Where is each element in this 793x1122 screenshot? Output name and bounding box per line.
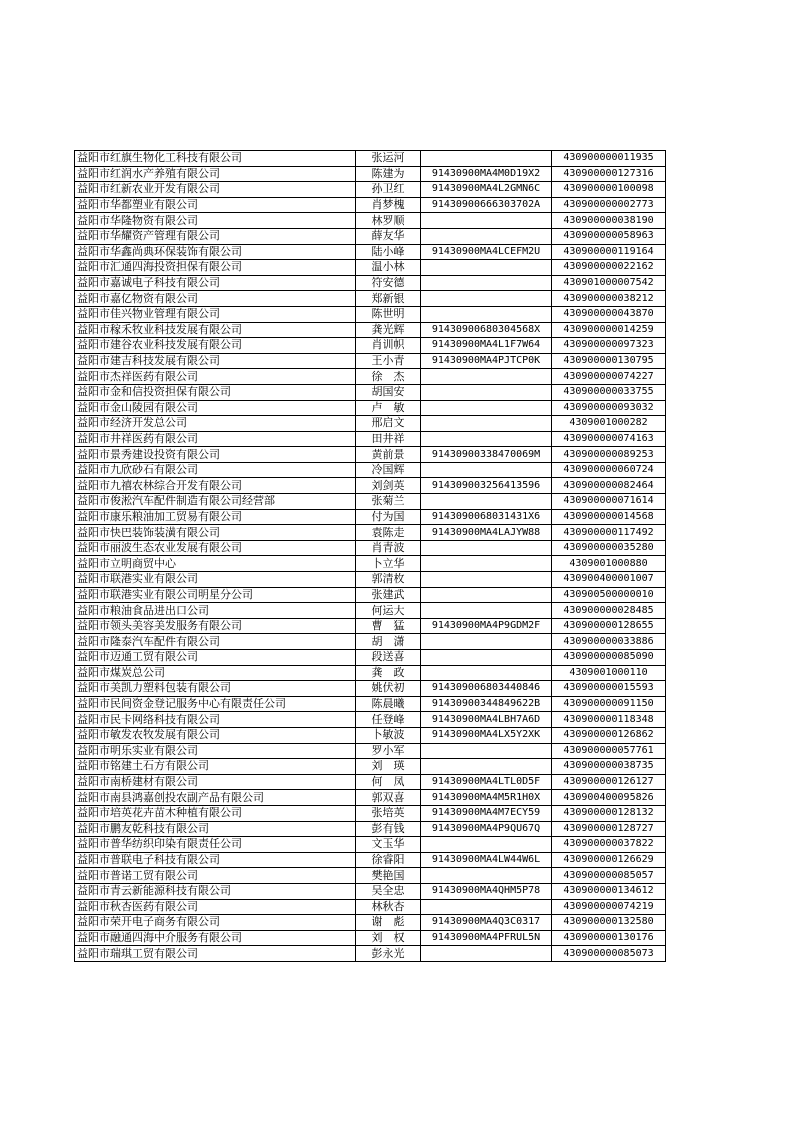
table-row [75, 244, 666, 260]
credit-code-cell [421, 946, 552, 962]
table-row [75, 572, 666, 588]
registration-number-cell: 430900000074163 [552, 431, 666, 447]
company-name-cell: 益阳市明乐实业有限公司 [75, 743, 356, 759]
company-name-cell: 益阳市青云新能源科技有限公司 [75, 883, 356, 899]
registration-number-cell: 430900000074227 [552, 369, 666, 385]
credit-code-cell: 914309006803440846 [421, 681, 552, 697]
credit-code-cell [421, 306, 552, 322]
registration-number-cell: 430900000128132 [552, 805, 666, 821]
table-row [75, 696, 666, 712]
credit-code-cell: 91430900MA4Q3C0317 [421, 915, 552, 931]
company-name-cell: 益阳市立明商贸中心 [75, 556, 356, 572]
legal-rep-cell: 张培英 [356, 805, 421, 821]
table-row [75, 447, 666, 463]
credit-code-cell [421, 260, 552, 276]
registration-number-cell: 430900000011935 [552, 151, 666, 167]
table-row [75, 556, 666, 572]
registration-number-cell: 430900000014259 [552, 322, 666, 338]
table-row [75, 915, 666, 931]
table-row [75, 494, 666, 510]
table-row [75, 322, 666, 338]
company-name-cell: 益阳市康乐粮油加工贸易有限公司 [75, 509, 356, 525]
credit-code-cell [421, 665, 552, 681]
registration-number-cell: 430900000093032 [552, 400, 666, 416]
registration-number-cell: 430900000130795 [552, 353, 666, 369]
company-name-cell: 益阳市嘉亿物资有限公司 [75, 291, 356, 307]
credit-code-cell [421, 431, 552, 447]
credit-code-cell [421, 369, 552, 385]
registration-number-cell: 430900000033755 [552, 384, 666, 400]
company-name-cell: 益阳市迈通工贸有限公司 [75, 650, 356, 666]
company-name-cell: 益阳市粮油食品进出口公司 [75, 603, 356, 619]
credit-code-cell [421, 540, 552, 556]
company-name-cell: 益阳市九欣砂石有限公司 [75, 462, 356, 478]
credit-code-cell [421, 899, 552, 915]
table-row [75, 540, 666, 556]
registration-number-cell: 430900000043870 [552, 306, 666, 322]
table-row [75, 883, 666, 899]
credit-code-cell [421, 743, 552, 759]
legal-rep-cell: 刘 瑛 [356, 759, 421, 775]
company-name-cell: 益阳市稼禾牧业科技发展有限公司 [75, 322, 356, 338]
company-name-cell: 益阳市金和信投资担保有限公司 [75, 384, 356, 400]
registration-number-cell: 430900000074219 [552, 899, 666, 915]
credit-code-cell [421, 759, 552, 775]
table-row [75, 260, 666, 276]
table-row [75, 743, 666, 759]
table-row [75, 618, 666, 634]
table-row [75, 899, 666, 915]
company-name-cell: 益阳市红旗生物化工科技有限公司 [75, 151, 356, 167]
legal-rep-cell: 卜立华 [356, 556, 421, 572]
company-name-cell: 益阳市建谷农业科技发展有限公司 [75, 338, 356, 354]
legal-rep-cell: 付为国 [356, 509, 421, 525]
legal-rep-cell: 刘 权 [356, 930, 421, 946]
credit-code-cell: 91430900666303702A [421, 197, 552, 213]
legal-rep-cell: 王小青 [356, 353, 421, 369]
legal-rep-cell: 温小林 [356, 260, 421, 276]
company-name-cell: 益阳市佳兴物业管理有限公司 [75, 306, 356, 322]
registration-number-cell: 430900000022162 [552, 260, 666, 276]
credit-code-cell: 91430900MA4L2GMN6C [421, 182, 552, 198]
company-name-cell: 益阳市九禧农林综合开发有限公司 [75, 478, 356, 494]
registration-number-cell: 430900000126862 [552, 727, 666, 743]
table-row [75, 400, 666, 416]
company-name-cell: 益阳市普诺工贸有限公司 [75, 868, 356, 884]
table-row [75, 634, 666, 650]
company-name-cell: 益阳市红润水产养殖有限公司 [75, 166, 356, 182]
table-row [75, 587, 666, 603]
table-row [75, 182, 666, 198]
registration-number-cell: 430900000119164 [552, 244, 666, 260]
registration-number-cell: 430900000033886 [552, 634, 666, 650]
legal-rep-cell: 段送喜 [356, 650, 421, 666]
table-row [75, 369, 666, 385]
credit-code-cell: 91430900MA4PFRUL5N [421, 930, 552, 946]
table-row [75, 306, 666, 322]
legal-rep-cell: 樊艳国 [356, 868, 421, 884]
legal-rep-cell: 陈晨曦 [356, 696, 421, 712]
table-row [75, 837, 666, 853]
company-name-cell: 益阳市嘉诚电子科技有限公司 [75, 275, 356, 291]
legal-rep-cell: 陈建为 [356, 166, 421, 182]
credit-code-cell [421, 494, 552, 510]
legal-rep-cell: 徐 杰 [356, 369, 421, 385]
credit-code-cell: 91430900MA4LX5Y2XK [421, 727, 552, 743]
credit-code-cell: 91430900MA4LW44W6L [421, 852, 552, 868]
registration-number-cell: 430901000007542 [552, 275, 666, 291]
legal-rep-cell: 薛友华 [356, 228, 421, 244]
table-row [75, 650, 666, 666]
company-name-cell: 益阳市俊淞汽车配件制造有限公司经营部 [75, 494, 356, 510]
credit-code-cell [421, 400, 552, 416]
company-name-cell: 益阳市南县鸿嘉创投农副产品有限公司 [75, 790, 356, 806]
registration-number-cell: 430900400001007 [552, 572, 666, 588]
registration-number-cell: 430900000014568 [552, 509, 666, 525]
company-name-cell: 益阳市普华纺织印染有限责任公司 [75, 837, 356, 853]
credit-code-cell: 91430900MA4LBH7A6D [421, 712, 552, 728]
credit-code-cell: 9143090068031431X6 [421, 509, 552, 525]
company-name-cell: 益阳市民卡网络科技有限公司 [75, 712, 356, 728]
registration-number-cell: 430900000038212 [552, 291, 666, 307]
company-name-cell: 益阳市敏发农牧发展有限公司 [75, 727, 356, 743]
table-row [75, 681, 666, 697]
table-row [75, 774, 666, 790]
registration-number-cell: 430900000015593 [552, 681, 666, 697]
legal-rep-cell: 罗小军 [356, 743, 421, 759]
registration-number-cell: 430900000128727 [552, 821, 666, 837]
table-row [75, 821, 666, 837]
legal-rep-cell: 郭双喜 [356, 790, 421, 806]
table-row [75, 338, 666, 354]
credit-code-cell: 914309003256413596 [421, 478, 552, 494]
legal-rep-cell: 肖梦槐 [356, 197, 421, 213]
legal-rep-cell: 龚光辉 [356, 322, 421, 338]
credit-code-cell: 91430900338470069M [421, 447, 552, 463]
table-row [75, 384, 666, 400]
legal-rep-cell: 曹 猛 [356, 618, 421, 634]
legal-rep-cell: 邢启文 [356, 416, 421, 432]
company-name-cell: 益阳市建吉科技发展有限公司 [75, 353, 356, 369]
registration-number-cell: 430900400095826 [552, 790, 666, 806]
credit-code-cell: 91430900680304568X [421, 322, 552, 338]
company-name-cell: 益阳市联港实业有限公司 [75, 572, 356, 588]
table-row [75, 431, 666, 447]
table-row [75, 665, 666, 681]
credit-code-cell [421, 837, 552, 853]
legal-rep-cell: 何 凤 [356, 774, 421, 790]
table-row [75, 275, 666, 291]
credit-code-cell [421, 587, 552, 603]
registration-number-cell: 430900000085057 [552, 868, 666, 884]
registration-number-cell: 430900000038735 [552, 759, 666, 775]
registration-number-cell: 4309001000282 [552, 416, 666, 432]
registration-number-cell: 430900000058963 [552, 228, 666, 244]
company-name-cell: 益阳市融通四海中介服务有限公司 [75, 930, 356, 946]
credit-code-cell: 91430900MA4L1F7W64 [421, 338, 552, 354]
legal-rep-cell: 彭有钱 [356, 821, 421, 837]
table-row [75, 478, 666, 494]
legal-rep-cell: 吴全忠 [356, 883, 421, 899]
registration-number-cell: 4309001000110 [552, 665, 666, 681]
company-name-cell: 益阳市金山陵园有限公司 [75, 400, 356, 416]
registration-number-cell: 430900000091150 [552, 696, 666, 712]
company-name-cell: 益阳市汇通四海投资担保有限公司 [75, 260, 356, 276]
registration-number-cell: 4309001000880 [552, 556, 666, 572]
legal-rep-cell: 林罗顺 [356, 213, 421, 229]
table-row [75, 416, 666, 432]
legal-rep-cell: 张建武 [356, 587, 421, 603]
table-row [75, 197, 666, 213]
registration-number-cell: 430900000038190 [552, 213, 666, 229]
table-row [75, 166, 666, 182]
credit-code-cell [421, 572, 552, 588]
registration-number-cell: 430900000134612 [552, 883, 666, 899]
company-name-cell: 益阳市景秀建设投资有限公司 [75, 447, 356, 463]
registration-number-cell: 430900000117492 [552, 525, 666, 541]
credit-code-cell [421, 151, 552, 167]
table-row [75, 525, 666, 541]
registration-number-cell: 430900000100098 [552, 182, 666, 198]
table-row [75, 930, 666, 946]
legal-rep-cell: 冷国辉 [356, 462, 421, 478]
legal-rep-cell: 刘剑英 [356, 478, 421, 494]
legal-rep-cell: 田井祥 [356, 431, 421, 447]
legal-rep-cell: 郑新银 [356, 291, 421, 307]
registration-number-cell: 430900000037822 [552, 837, 666, 853]
registration-number-cell: 430900000132580 [552, 915, 666, 931]
company-name-cell: 益阳市华隆物资有限公司 [75, 213, 356, 229]
company-name-cell: 益阳市华耀资产管理有限公司 [75, 228, 356, 244]
table-row [75, 603, 666, 619]
legal-rep-cell: 张运河 [356, 151, 421, 167]
credit-code-cell: 91430900MA4LCEFM2U [421, 244, 552, 260]
table-body [75, 151, 666, 962]
company-name-cell: 益阳市华都塑业有限公司 [75, 197, 356, 213]
credit-code-cell [421, 213, 552, 229]
legal-rep-cell: 谢 彪 [356, 915, 421, 931]
registration-number-cell: 430900000089253 [552, 447, 666, 463]
legal-rep-cell: 文玉华 [356, 837, 421, 853]
legal-rep-cell: 林秋杏 [356, 899, 421, 915]
legal-rep-cell: 卢 敏 [356, 400, 421, 416]
company-name-cell: 益阳市铭建土石方有限公司 [75, 759, 356, 775]
credit-code-cell: 91430900MA4M0D19X2 [421, 166, 552, 182]
company-name-cell: 益阳市培英花卉苗木种植有限公司 [75, 805, 356, 821]
table-row [75, 291, 666, 307]
company-name-cell: 益阳市隆泰汽车配件有限公司 [75, 634, 356, 650]
company-name-cell: 益阳市联港实业有限公司明星分公司 [75, 587, 356, 603]
legal-rep-cell: 陈世明 [356, 306, 421, 322]
table-row [75, 852, 666, 868]
credit-code-cell [421, 634, 552, 650]
table-row [75, 213, 666, 229]
credit-code-cell: 91430900MA4PJTCP0K [421, 353, 552, 369]
registration-number-cell: 430900000028485 [552, 603, 666, 619]
table-row [75, 805, 666, 821]
registration-number-cell: 430900000128655 [552, 618, 666, 634]
credit-code-cell [421, 868, 552, 884]
credit-code-cell [421, 384, 552, 400]
legal-rep-cell: 符安德 [356, 275, 421, 291]
registration-number-cell: 430900000035280 [552, 540, 666, 556]
company-name-cell: 益阳市鹏友乾科技有限公司 [75, 821, 356, 837]
credit-code-cell: 91430900MA4LAJYW88 [421, 525, 552, 541]
legal-rep-cell: 张菊兰 [356, 494, 421, 510]
table-row [75, 509, 666, 525]
company-name-cell: 益阳市快巴装饰装潢有限公司 [75, 525, 356, 541]
registration-number-cell: 430900000126629 [552, 852, 666, 868]
legal-rep-cell: 孙卫红 [356, 182, 421, 198]
legal-rep-cell: 卜敏波 [356, 727, 421, 743]
company-name-cell: 益阳市杰祥医药有限公司 [75, 369, 356, 385]
credit-code-cell [421, 416, 552, 432]
credit-code-cell: 91430900344849622B [421, 696, 552, 712]
legal-rep-cell: 彭永光 [356, 946, 421, 962]
registration-number-cell: 430900000126127 [552, 774, 666, 790]
table-row [75, 790, 666, 806]
company-name-cell: 益阳市井祥医药有限公司 [75, 431, 356, 447]
credit-code-cell [421, 650, 552, 666]
table-row [75, 151, 666, 167]
registration-number-cell: 430900000118348 [552, 712, 666, 728]
table-row [75, 462, 666, 478]
company-name-cell: 益阳市民间资金登记服务中心有限责任公司 [75, 696, 356, 712]
company-registry-table [74, 150, 666, 962]
credit-code-cell [421, 556, 552, 572]
company-name-cell: 益阳市南桥建材有限公司 [75, 774, 356, 790]
registration-number-cell: 430900000060724 [552, 462, 666, 478]
legal-rep-cell: 龚 政 [356, 665, 421, 681]
credit-code-cell [421, 275, 552, 291]
credit-code-cell [421, 462, 552, 478]
registration-number-cell: 430900000085090 [552, 650, 666, 666]
table-row [75, 228, 666, 244]
registration-number-cell: 430900000130176 [552, 930, 666, 946]
table-row [75, 946, 666, 962]
registration-number-cell: 430900000097323 [552, 338, 666, 354]
company-name-cell: 益阳市煤炭总公司 [75, 665, 356, 681]
credit-code-cell: 91430900MA4M7ECY59 [421, 805, 552, 821]
registration-number-cell: 430900000085073 [552, 946, 666, 962]
credit-code-cell [421, 291, 552, 307]
legal-rep-cell: 陆小峰 [356, 244, 421, 260]
legal-rep-cell: 姚伏初 [356, 681, 421, 697]
table-row [75, 868, 666, 884]
company-name-cell: 益阳市瑞琪工贸有限公司 [75, 946, 356, 962]
credit-code-cell: 91430900MA4QHM5P78 [421, 883, 552, 899]
legal-rep-cell: 胡 潇 [356, 634, 421, 650]
registration-number-cell: 430900000071614 [552, 494, 666, 510]
credit-code-cell [421, 228, 552, 244]
legal-rep-cell: 袁陈走 [356, 525, 421, 541]
legal-rep-cell: 郭清枚 [356, 572, 421, 588]
company-name-cell: 益阳市秋杏医药有限公司 [75, 899, 356, 915]
legal-rep-cell: 胡国安 [356, 384, 421, 400]
company-name-cell: 益阳市丽波生态农业发展有限公司 [75, 540, 356, 556]
table-row [75, 727, 666, 743]
registration-number-cell: 430900000002773 [552, 197, 666, 213]
registration-number-cell: 430900500000010 [552, 587, 666, 603]
company-name-cell: 益阳市美凯力塑料包装有限公司 [75, 681, 356, 697]
company-name-cell: 益阳市经济开发总公司 [75, 416, 356, 432]
credit-code-cell: 91430900MA4M5R1H0X [421, 790, 552, 806]
legal-rep-cell: 徐睿阳 [356, 852, 421, 868]
credit-code-cell: 91430900MA4LTL0D5F [421, 774, 552, 790]
registration-number-cell: 430900000127316 [552, 166, 666, 182]
registration-number-cell: 430900000082464 [552, 478, 666, 494]
legal-rep-cell: 任登峰 [356, 712, 421, 728]
company-name-cell: 益阳市华鑫尚典环保装饰有限公司 [75, 244, 356, 260]
company-name-cell: 益阳市红新农业开发有限公司 [75, 182, 356, 198]
credit-code-cell: 91430900MA4P9GDM2F [421, 618, 552, 634]
table-row [75, 353, 666, 369]
legal-rep-cell: 黄前景 [356, 447, 421, 463]
table-row [75, 759, 666, 775]
legal-rep-cell: 肖青波 [356, 540, 421, 556]
legal-rep-cell: 何运大 [356, 603, 421, 619]
company-name-cell: 益阳市领头美容美发服务有限公司 [75, 618, 356, 634]
company-name-cell: 益阳市荣开电子商务有限公司 [75, 915, 356, 931]
registration-number-cell: 430900000057761 [552, 743, 666, 759]
credit-code-cell: 91430900MA4P9QU67Q [421, 821, 552, 837]
table-row [75, 712, 666, 728]
company-name-cell: 益阳市普联电子科技有限公司 [75, 852, 356, 868]
legal-rep-cell: 肖训帜 [356, 338, 421, 354]
credit-code-cell [421, 603, 552, 619]
